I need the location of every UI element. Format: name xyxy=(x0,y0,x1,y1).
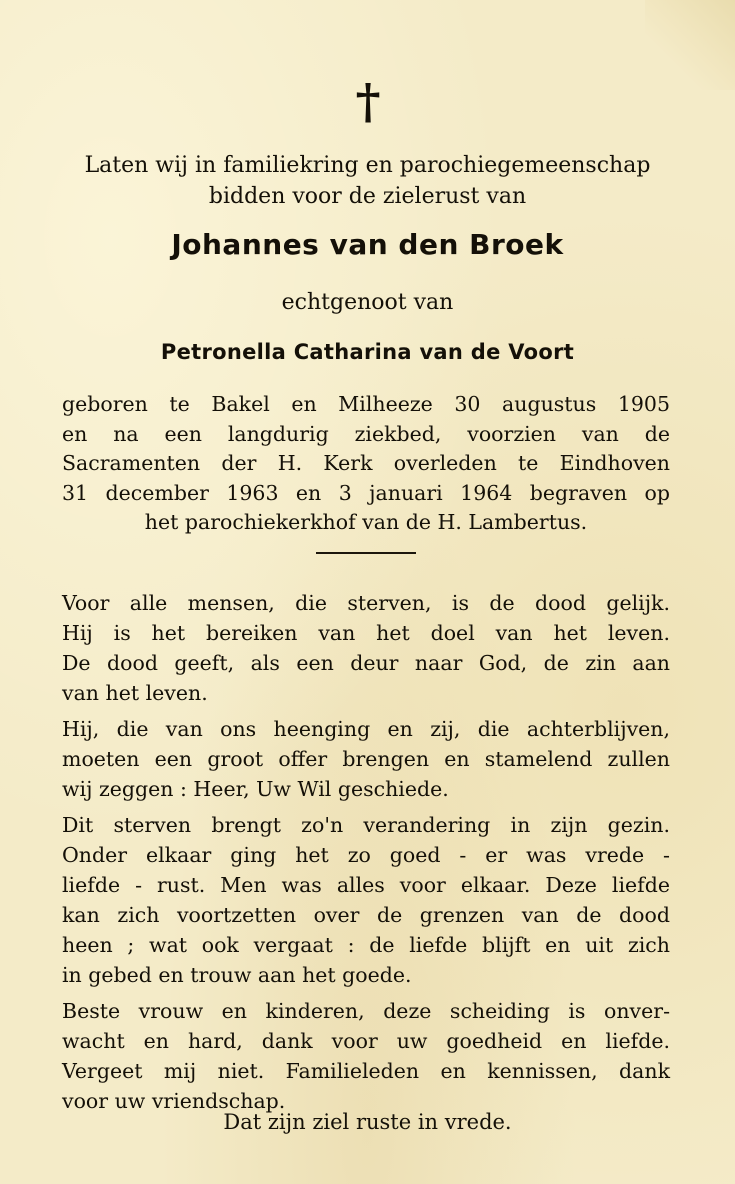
biography xyxy=(62,390,670,538)
text-line: Voor alle mensen, die sterven, is de dood gelijk. xyxy=(62,591,670,615)
spouse-relation: echtgenoot van xyxy=(281,290,454,315)
text-line: wij zeggen : Heer, Uw Wil geschiede. xyxy=(62,777,449,801)
divider xyxy=(316,552,416,554)
text-line: Onder elkaar ging het zo goed - er was vrede - xyxy=(62,843,670,867)
bio-line: 31 december 1963 en 3 januari 1964 begraven op xyxy=(62,480,670,505)
text-line: Beste vrouw en kinderen, deze scheiding is onver- xyxy=(62,999,670,1023)
text-line: moeten een groot offer brengen en stamelend zullen xyxy=(62,747,670,771)
cross-icon: † xyxy=(355,74,381,130)
text-line: Hij is het bereiken van het doel van het leven. xyxy=(62,621,670,645)
text-line: Hij, die van ons heenging en zij, die achterblijven, xyxy=(62,717,670,741)
text-line: van het leven. xyxy=(62,681,208,705)
text-line: De dood geeft, als een deur naar God, de zin aan xyxy=(62,651,670,675)
deceased-name: Johannes van den Broek xyxy=(171,228,564,261)
text-line: liefde - rust. Men was alles voor elkaar. Deze liefde xyxy=(62,873,670,897)
intro-line: bidden voor de zielerust van xyxy=(208,184,527,209)
text-line: kan zich voortzetten over de grenzen van de dood xyxy=(62,903,670,927)
text-line: in gebed en trouw aan het goede. xyxy=(62,963,412,987)
text-line: Dit sterven brengt zo'n verandering in zijn gezin. xyxy=(62,813,670,837)
bio-line: en na een langdurig ziekbed, voorzien van de xyxy=(62,421,670,446)
memorial-text xyxy=(62,588,670,1116)
bio-line: het parochiekerkhof van de H. Lambertus. xyxy=(144,510,588,534)
folded-corner xyxy=(645,0,735,90)
bio-line: Sacramenten der H. Kerk overleden te Eindhoven xyxy=(62,451,670,475)
text-line: voor uw vriendschap. xyxy=(62,1089,286,1113)
text-line: wacht en hard, dank voor uw goedheid en liefde. xyxy=(62,1029,670,1053)
closing-line: Dat zijn ziel ruste in vrede. xyxy=(223,1110,512,1134)
text-line: Vergeet mij niet. Familieleden en kennissen, dank xyxy=(62,1059,670,1083)
text-line: heen ; wat ook vergaat : de liefde blijft en uit zich xyxy=(62,933,670,957)
spouse-name: Petronella Catharina van de Voort xyxy=(160,340,575,364)
bio-line: geboren te Bakel en Milheeze 30 augustus 1905 xyxy=(62,392,670,416)
intro-line: Laten wij in familiekring en parochiegemeenschap xyxy=(84,153,651,178)
intro-text xyxy=(0,150,735,212)
